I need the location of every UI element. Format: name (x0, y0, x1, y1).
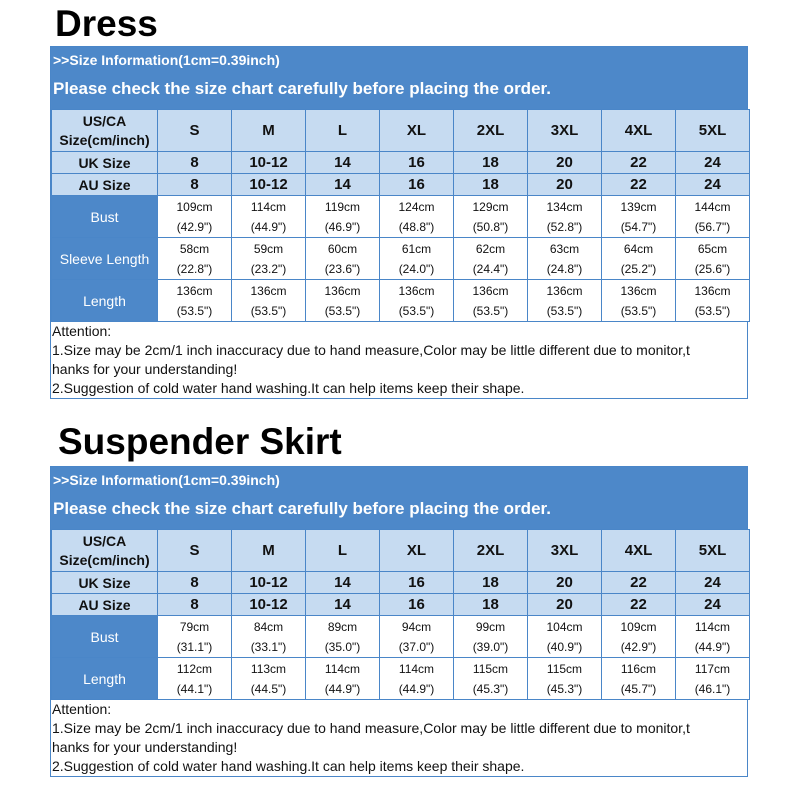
measurement-label: Bust (52, 196, 158, 238)
size-value-cell: 24 (676, 572, 750, 594)
size-column-header: XL (380, 530, 454, 572)
measurement-inch: (53.5") (324, 303, 361, 318)
measurement-cell (232, 196, 306, 238)
measurement-cm: 94cm (401, 619, 432, 634)
size-column-header: S (158, 110, 232, 152)
size-column-header: 3XL (528, 110, 602, 152)
measurement-inch: (22.8") (176, 261, 213, 276)
measurement-inch: (53.5") (694, 303, 731, 318)
measurement-inch: (52.8") (546, 219, 583, 234)
measurement-cm: 109cm (176, 199, 213, 214)
size-value-cell: 22 (602, 174, 676, 196)
size-column-header: 2XL (454, 110, 528, 152)
size-value-cell: 18 (454, 174, 528, 196)
measurement-cm: 58cm (179, 241, 210, 256)
size-table (51, 109, 750, 322)
measurement-row (52, 238, 750, 280)
measurement-cm: 64cm (623, 241, 654, 256)
measurement-cell (306, 280, 380, 322)
measurement-cm: 109cm (620, 619, 657, 634)
measurement-inch: (53.5") (176, 303, 213, 318)
measurement-cm: 59cm (253, 241, 284, 256)
measurement-cm: 113cm (250, 661, 287, 676)
size-value-cell: 14 (306, 174, 380, 196)
measurement-inch: (25.6") (694, 261, 731, 276)
size-column-header: M (232, 110, 306, 152)
size-info-banner (51, 467, 747, 529)
measurement-cm: 63cm (549, 241, 580, 256)
size-value-cell: 18 (454, 152, 528, 174)
uk-size-row (52, 152, 750, 174)
measurement-label: Length (52, 658, 158, 700)
measurement-inch: (53.5") (250, 303, 287, 318)
measurement-inch: (46.9") (324, 219, 361, 234)
measurement-cell (602, 196, 676, 238)
size-header-label (52, 530, 158, 572)
size-info-heading: >>Size Information(1cm=0.39inch) (53, 52, 280, 68)
size-value-cell: 14 (306, 594, 380, 616)
measurement-cell (306, 238, 380, 280)
measurement-cell (232, 280, 306, 322)
size-column-header: 4XL (602, 110, 676, 152)
measurement-inch: (31.1") (176, 639, 213, 654)
size-value-cell: 8 (158, 594, 232, 616)
measurement-inch: (42.9") (176, 219, 213, 234)
measurement-cm: 114cm (398, 661, 435, 676)
measurement-cell (232, 616, 306, 658)
measurement-cm: 112cm (176, 661, 213, 676)
measurement-cell (158, 196, 232, 238)
measurement-cm: 104cm (546, 619, 583, 634)
attention-line-1: 1.Size may be 2cm/1 inch inaccuracy due to hand measure,Color may be little different due to monitor,t (52, 342, 690, 358)
attention-line-3: 2.Suggestion of cold water hand washing.It can help items keep their shape. (52, 758, 525, 774)
measurement-inch: (37.0") (398, 639, 435, 654)
measurement-inch: (40.9") (546, 639, 583, 654)
size-value-cell: 24 (676, 594, 750, 616)
skirt-size-chart (50, 466, 748, 777)
attention-line-2: hanks for your understanding! (52, 361, 238, 377)
measurement-cm: 139cm (620, 199, 657, 214)
measurement-inch: (25.2") (620, 261, 657, 276)
measurement-cm: 144cm (694, 199, 731, 214)
measurement-cm: 136cm (398, 283, 435, 298)
measurement-cell (380, 238, 454, 280)
measurement-cell (528, 658, 602, 700)
size-column-header: XL (380, 110, 454, 152)
measurement-cm: 62cm (475, 241, 506, 256)
size-header-label-line1: US/CA (82, 112, 127, 129)
size-column-header: L (306, 110, 380, 152)
size-value-cell: 14 (306, 572, 380, 594)
measurement-cell (602, 238, 676, 280)
measurement-inch: (56.7") (694, 219, 731, 234)
size-value-cell: 24 (676, 152, 750, 174)
size-column-header: 5XL (676, 110, 750, 152)
measurement-cm: 124cm (398, 199, 435, 214)
measurement-cell (454, 616, 528, 658)
measurement-inch: (45.7") (620, 681, 657, 696)
au-size-row-label: AU Size (52, 594, 158, 616)
size-table (51, 529, 750, 700)
measurement-cm: 136cm (324, 283, 361, 298)
measurement-inch: (44.9") (694, 639, 731, 654)
measurement-row (52, 196, 750, 238)
attention-line-1: 1.Size may be 2cm/1 inch inaccuracy due to hand measure,Color may be little different due to monitor,t (52, 720, 690, 736)
measurement-cell (528, 196, 602, 238)
dress-title: Dress (55, 3, 158, 44)
measurement-cell (676, 616, 750, 658)
measurement-cm: 61cm (401, 241, 432, 256)
size-value-cell: 16 (380, 152, 454, 174)
measurement-cell (676, 658, 750, 700)
measurement-cell (306, 658, 380, 700)
size-header-row (52, 530, 750, 572)
size-column-header: 5XL (676, 530, 750, 572)
measurement-cm: 65cm (697, 241, 728, 256)
measurement-cell (676, 280, 750, 322)
measurement-cell (380, 196, 454, 238)
measurement-cm: 136cm (620, 283, 657, 298)
size-column-header: 4XL (602, 530, 676, 572)
measurement-inch: (24.4") (472, 261, 509, 276)
measurement-cell (454, 238, 528, 280)
size-value-cell: 22 (602, 152, 676, 174)
measurement-cm: 136cm (472, 283, 509, 298)
measurement-cm: 117cm (694, 661, 731, 676)
measurement-label: Sleeve Length (52, 238, 158, 280)
measurement-cm: 60cm (327, 241, 358, 256)
uk-size-row-label: UK Size (52, 572, 158, 594)
measurement-cell (676, 238, 750, 280)
size-value-cell: 8 (158, 572, 232, 594)
measurement-cell (528, 238, 602, 280)
size-column-header: M (232, 530, 306, 572)
measurement-label: Length (52, 280, 158, 322)
size-value-cell: 18 (454, 594, 528, 616)
measurement-cell (454, 658, 528, 700)
size-header-label-line1: US/CA (82, 532, 127, 549)
measurement-inch: (23.6") (324, 261, 361, 276)
au-size-row (52, 594, 750, 616)
uk-size-row-label: UK Size (52, 152, 158, 174)
measurement-cm: 114cm (324, 661, 361, 676)
size-value-cell: 8 (158, 174, 232, 196)
measurement-cell (676, 196, 750, 238)
au-size-row-label: AU Size (52, 174, 158, 196)
measurement-inch: (44.1") (176, 681, 213, 696)
measurement-inch: (50.8") (472, 219, 509, 234)
size-info-banner (51, 47, 747, 109)
measurement-inch: (53.5") (620, 303, 657, 318)
size-value-cell: 22 (602, 594, 676, 616)
measurement-inch: (53.5") (398, 303, 435, 318)
size-header-label-line2: Size(cm/inch) (59, 551, 150, 568)
measurement-cm: 134cm (546, 199, 583, 214)
size-header-label (52, 110, 158, 152)
measurement-row (52, 280, 750, 322)
measurement-cell (158, 616, 232, 658)
measurement-inch: (39.0") (472, 639, 509, 654)
measurement-inch: (54.7") (620, 219, 657, 234)
measurement-cm: 114cm (250, 199, 287, 214)
measurement-inch: (44.5") (250, 681, 287, 696)
measurement-cell (306, 196, 380, 238)
skirt-title: Suspender Skirt (58, 421, 342, 462)
size-chart-instruction: Please check the size chart carefully before placing the order. (53, 499, 551, 518)
measurement-row (52, 658, 750, 700)
size-value-cell: 10-12 (232, 572, 306, 594)
measurement-inch: (46.1") (694, 681, 731, 696)
size-value-cell: 18 (454, 572, 528, 594)
measurement-inch: (23.2") (250, 261, 287, 276)
measurement-inch: (44.9") (398, 681, 435, 696)
attention-heading: Attention: (52, 323, 112, 339)
measurement-cm: 89cm (327, 619, 358, 634)
measurement-cm: 136cm (546, 283, 583, 298)
measurement-cell (454, 196, 528, 238)
measurement-inch: (44.9") (250, 219, 287, 234)
size-value-cell: 20 (528, 174, 602, 196)
measurement-label: Bust (52, 616, 158, 658)
measurement-cell (158, 280, 232, 322)
measurement-cm: 99cm (475, 619, 506, 634)
measurement-inch: (42.9") (620, 639, 657, 654)
size-column-header: S (158, 530, 232, 572)
measurement-cell (232, 658, 306, 700)
size-value-cell: 20 (528, 152, 602, 174)
size-column-header: 2XL (454, 530, 528, 572)
measurement-cm: 115cm (472, 661, 509, 676)
measurement-cm: 136cm (250, 283, 287, 298)
size-value-cell: 16 (380, 594, 454, 616)
size-column-header: 3XL (528, 530, 602, 572)
attention-line-2: hanks for your understanding! (52, 739, 238, 755)
measurement-cell (602, 616, 676, 658)
size-value-cell: 8 (158, 152, 232, 174)
size-value-cell: 10-12 (232, 152, 306, 174)
size-value-cell: 20 (528, 572, 602, 594)
size-value-cell: 16 (380, 174, 454, 196)
measurement-cm: 79cm (179, 619, 210, 634)
measurement-cm: 129cm (472, 199, 509, 214)
measurement-inch: (45.3") (472, 681, 509, 696)
size-value-cell: 16 (380, 572, 454, 594)
au-size-row (52, 174, 750, 196)
measurement-cell (306, 616, 380, 658)
measurement-cell (602, 658, 676, 700)
measurement-cm: 116cm (620, 661, 657, 676)
measurement-cm: 115cm (546, 661, 583, 676)
measurement-inch: (44.9") (324, 681, 361, 696)
measurement-cm: 136cm (694, 283, 731, 298)
attention-heading: Attention: (52, 701, 112, 717)
measurement-cm: 84cm (253, 619, 284, 634)
attention-note (51, 322, 747, 398)
size-value-cell: 10-12 (232, 594, 306, 616)
measurement-cell (528, 616, 602, 658)
size-value-cell: 24 (676, 174, 750, 196)
measurement-inch: (33.1") (250, 639, 287, 654)
measurement-cell (380, 658, 454, 700)
size-info-heading: >>Size Information(1cm=0.39inch) (53, 472, 280, 488)
size-value-cell: 22 (602, 572, 676, 594)
size-column-header: L (306, 530, 380, 572)
uk-size-row (52, 572, 750, 594)
measurement-inch: (45.3") (546, 681, 583, 696)
measurement-cm: 136cm (176, 283, 213, 298)
measurement-cell (380, 616, 454, 658)
measurement-cell (602, 280, 676, 322)
size-chart-instruction: Please check the size chart carefully before placing the order. (53, 79, 551, 98)
measurement-inch: (35.0") (324, 639, 361, 654)
measurement-cell (158, 238, 232, 280)
measurement-cell (454, 280, 528, 322)
dress-size-chart (50, 46, 748, 399)
measurement-cell (380, 280, 454, 322)
measurement-cm: 114cm (694, 619, 731, 634)
size-value-cell: 14 (306, 152, 380, 174)
measurement-cell (528, 280, 602, 322)
measurement-cell (232, 238, 306, 280)
attention-note (51, 700, 747, 776)
size-value-cell: 20 (528, 594, 602, 616)
attention-line-3: 2.Suggestion of cold water hand washing.It can help items keep their shape. (52, 380, 525, 396)
size-value-cell: 10-12 (232, 174, 306, 196)
measurement-inch: (24.8") (546, 261, 583, 276)
measurement-cm: 119cm (324, 199, 361, 214)
measurement-inch: (48.8") (398, 219, 435, 234)
measurement-inch: (24.0") (398, 261, 435, 276)
measurement-row (52, 616, 750, 658)
measurement-inch: (53.5") (546, 303, 583, 318)
size-header-row (52, 110, 750, 152)
measurement-inch: (53.5") (472, 303, 509, 318)
measurement-cell (158, 658, 232, 700)
size-header-label-line2: Size(cm/inch) (59, 131, 150, 148)
